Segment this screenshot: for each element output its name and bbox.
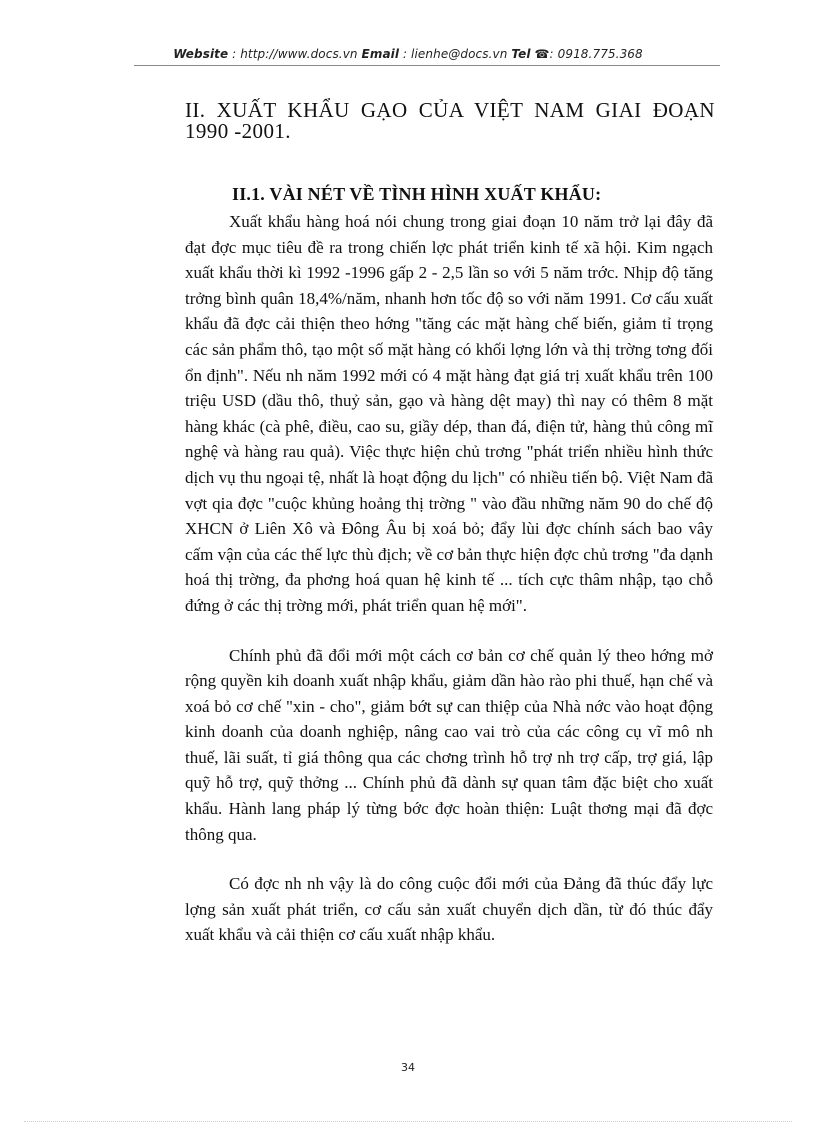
tel-label: Tel — [511, 47, 531, 61]
section-title: II. XUẤT KHẨU GẠO CỦA VIỆT NAM GIAI ĐOẠN 1990 -2001. — [185, 98, 715, 143]
telephone-icon: ☎ — [534, 47, 550, 61]
page-header — [0, 47, 816, 61]
body-text — [185, 209, 713, 972]
footer-divider — [24, 1121, 792, 1122]
website-label: Website — [173, 47, 229, 61]
subsection-title: II.1. VÀI NÉT VỀ TÌNH HÌNH XUẤT KHẨU: — [232, 184, 602, 204]
paragraph: Có đợc nh nh vậy là do công cuộc đổi mới của Đảng đã thúc đẩy lực lợng sản xuất phát triển, cơ cấu sản xuất chuyển dịch dần, từ đó thúc đẩy xuất khẩu và cải thiện cơ cấu xuất nhập khẩu. — [185, 874, 713, 945]
tel-value: : 0918.775.368 — [549, 47, 643, 61]
website-value: : http://www.docs.vn — [232, 47, 358, 61]
email-value: : lienhe@docs.vn — [403, 47, 508, 61]
paragraph: Xuất khẩu hàng hoá nói chung trong giai đoạn 10 năm trở lại đây đã đạt đợc mục tiêu đề ra trong chiến lợc phát triển kinh tế xã hội. Kim ngạch xuất khẩu thời kì 1992 -1996 gấp 2 - 2,5 lần so với 5 năm trớc. Nhịp độ tăng trởng bình quân 18,4%/năm, nhanh hơn tốc độ so với năm 1991. Cơ cấu xuất khẩu đã đợc cải thiện theo hớng "tăng các mặt hàng chế biến, giảm tỉ trọng các sản phẩm thô, tạo một số mặt hàng có khối lợng lớn và thị trờng tơng đối ổn định". Nếu nh năm 1992 mới có 4 mặt hàng đạt giá trị xuất khẩu trên 100 triệu USD (dầu thô, thuỷ sản, gạo và hàng dệt may) thì nay có thêm 8 mặt hàng khác (cà phê, điều, cao su, giầy dép, than đá, điện tử, hàng thủ công mĩ nghệ và hàng rau quả). Việc thực hiện chủ trơng "phát triển nhiều hình thức dịch vụ thu ngoại tệ, nhất là hoạt động du lịch" có nhiều tiến bộ. Việt Nam đã vợt qia đợc "cuộc khủng hoảng thị trờng " vào đầu những năm 90 do chế độ XHCN ở Liên Xô và Đông Âu bị xoá bỏ; đẩy lùi đợc chính sách bao vây cấm vận của các thế lực thù địch; về cơ bản thực hiện đợc chủ trơng "đa dạnh hoá thị trờng, đa phơng hoá quan hệ kinh tế ... tích cực thâm nhập, tạo chỗ đứng ở các thị trờng mới, phát triển quan hệ mới". — [185, 212, 713, 615]
page-number: 34 — [401, 1061, 415, 1074]
header-divider — [134, 65, 720, 66]
paragraph: Chính phủ đã đổi mới một cách cơ bản cơ chế quản lý theo hớng mở rộng quyền kih doanh xuất nhập khẩu, giảm dần hào rào phi thuế, hạn chế và xoá bỏ cơ chế "xin - cho", giảm bớt sự can thiệp của Nhà nớc vào hoạt động kinh doanh của doanh nghiệp, nâng cao vai trò của các công cụ vĩ mô nh thuế, lãi suất, tỉ giá thông qua các chơng trình hỗ trợ nh trợ cấp, trợ giá, lập quỹ hỗ trợ, quỹ thởng ... Chính phủ đã dành sự quan tâm đặc biệt cho xuất khẩu. Hành lang pháp lý từng bớc đợc hoàn thiện: Luật thơng mại đã đợc thông qua. — [185, 645, 713, 844]
email-label: Email — [361, 47, 400, 61]
